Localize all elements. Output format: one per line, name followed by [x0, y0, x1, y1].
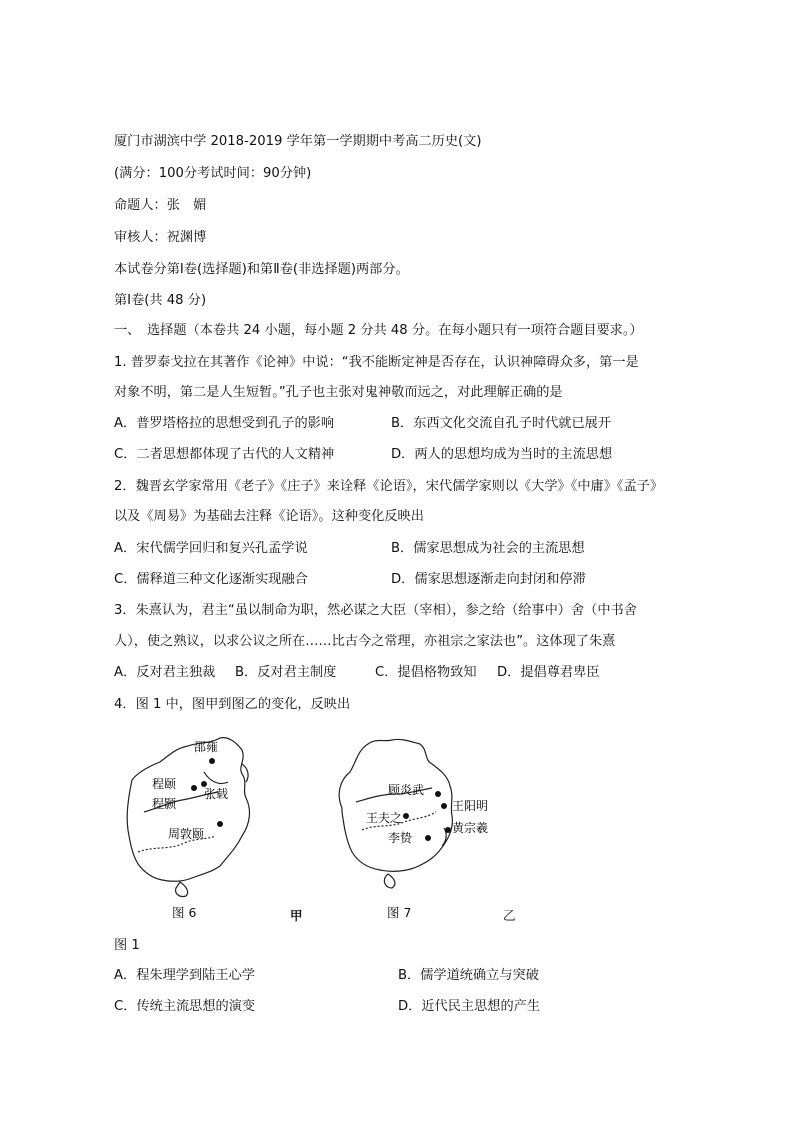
china-maps-figure: [124, 732, 524, 932]
map-jia: [127, 738, 249, 897]
q2-stem-line1: 2．魏晋玄学家常用《老子》《庄子》来诠释《论语》，宋代儒学家则以《大学》《中庸》《孟子》: [114, 479, 664, 494]
q3-option-c[interactable]: C．提倡格物致知: [375, 665, 477, 680]
map1-label-zhangzai: 张载: [204, 787, 229, 801]
map1-dot-shaoyong: [209, 758, 215, 764]
figure-maps: [124, 732, 524, 932]
map1-caption: 图 6: [172, 905, 197, 920]
q1-stem-line2: 对象不明，第二是人生短暂。”孔子也主张对鬼神敬而远之，对此理解正确的是: [114, 385, 563, 400]
reviewer: 审核人：祝渊博: [114, 230, 207, 245]
exam-title: 厦门市湖滨中学 2018-2019 学年第一学期期中考高二历史(文): [114, 134, 482, 149]
map2-dot-huangzongxi: [445, 827, 451, 833]
map1-label-chenghao: 程颢: [152, 797, 177, 811]
map1-label-chengyi: 程颐: [152, 777, 177, 791]
map2-caption: 图 7: [387, 905, 412, 920]
map1-label-shaoyong: 邵雍: [194, 740, 219, 754]
q2-option-a[interactable]: A．宋代儒学回归和复兴孔孟学说: [114, 541, 308, 556]
map2-dot-wangfuzhi: [403, 813, 409, 819]
map2-label-huangzongxi: 黄宗羲: [452, 821, 489, 835]
q3-stem-line1: 3．朱熹认为，君主“虽以制命为职，然必谋之大臣（宰相），参之给（给事中）舍（中书舍: [114, 603, 637, 618]
map2-caption-yi: 乙: [503, 908, 516, 923]
figure-caption: 图 1: [114, 938, 140, 953]
q1-option-d[interactable]: D．两人的思想均成为当时的主流思想: [391, 447, 613, 462]
map1-caption-jia: 甲: [290, 908, 303, 923]
q2-stem-line2: 以及《周易》为基础去注释《论语》。这种变化反映出: [114, 509, 424, 524]
q3-option-a[interactable]: A．反对君主独裁: [114, 665, 216, 680]
q2-option-d[interactable]: D．儒家思想逐渐走向封闭和停滞: [391, 572, 586, 587]
map2-dot-guyanwu: [435, 791, 441, 797]
q1-option-b[interactable]: B．东西文化交流自孔子时代就已展开: [391, 416, 612, 431]
score-time: (满分：100分考试时间：90分钟): [114, 166, 312, 181]
setter: 命题人：张 媚: [114, 198, 207, 213]
intro: 本试卷分第Ⅰ卷(选择题)和第Ⅱ卷(非选择题)两部分。: [114, 262, 409, 277]
map2-label-guyanwu: 顾炎武: [388, 783, 425, 797]
section-heading: 一、 选择题（本卷共 24 小题，每小题 2 分共 48 分。在每小题只有一项符合题目要求。）: [114, 323, 643, 338]
map2-label-wangfuzhi: 王夫之: [366, 811, 403, 825]
q1-option-a[interactable]: A．普罗塔格拉的思想受到孔子的影响: [114, 416, 335, 431]
map2-dot-wangyangming: [441, 803, 447, 809]
q2-option-b[interactable]: B．儒家思想成为社会的主流思想: [391, 541, 585, 556]
q4-option-d[interactable]: D．近代民主思想的产生: [398, 999, 541, 1014]
map2-dot-lizhi: [425, 835, 431, 841]
map1-label-zhoudunyi: 周敦颐: [168, 827, 205, 841]
q3-option-b[interactable]: B．反对君主制度: [235, 665, 337, 680]
part-heading: 第Ⅰ卷(共 48 分): [114, 293, 207, 308]
q1-stem-line1: 1. 普罗泰戈拉在其著作《论神》中说：“我不能断定神是否存在，认识神障碍众多，第一是: [114, 355, 639, 370]
q3-option-d[interactable]: D．提倡尊君卑臣: [497, 665, 600, 680]
q4-option-b[interactable]: B．儒学道统确立与突破: [398, 968, 539, 983]
map2-label-lizhi: 李贽: [388, 831, 413, 845]
map1-dot-chengyi: [191, 785, 197, 791]
map1-dot-zhoudunyi: [217, 821, 223, 827]
q2-option-c[interactable]: C．儒释道三种文化逐渐实现融合: [114, 572, 308, 587]
q3-stem-line2: 人），使之熟议，以求公议之所在……比古今之常理，亦祖宗之家法也”。这体现了朱熹: [114, 634, 616, 649]
q4-stem: 4．图 1 中，图甲到图乙的变化，反映出: [114, 697, 351, 712]
q4-option-a[interactable]: A．程朱理学到陆王心学: [114, 968, 255, 983]
q4-option-c[interactable]: C．传统主流思想的演变: [114, 999, 256, 1014]
map2-label-wangyangming: 王阳明: [452, 799, 489, 813]
q1-option-c[interactable]: C．二者思想都体现了古代的人文精神: [114, 447, 335, 462]
